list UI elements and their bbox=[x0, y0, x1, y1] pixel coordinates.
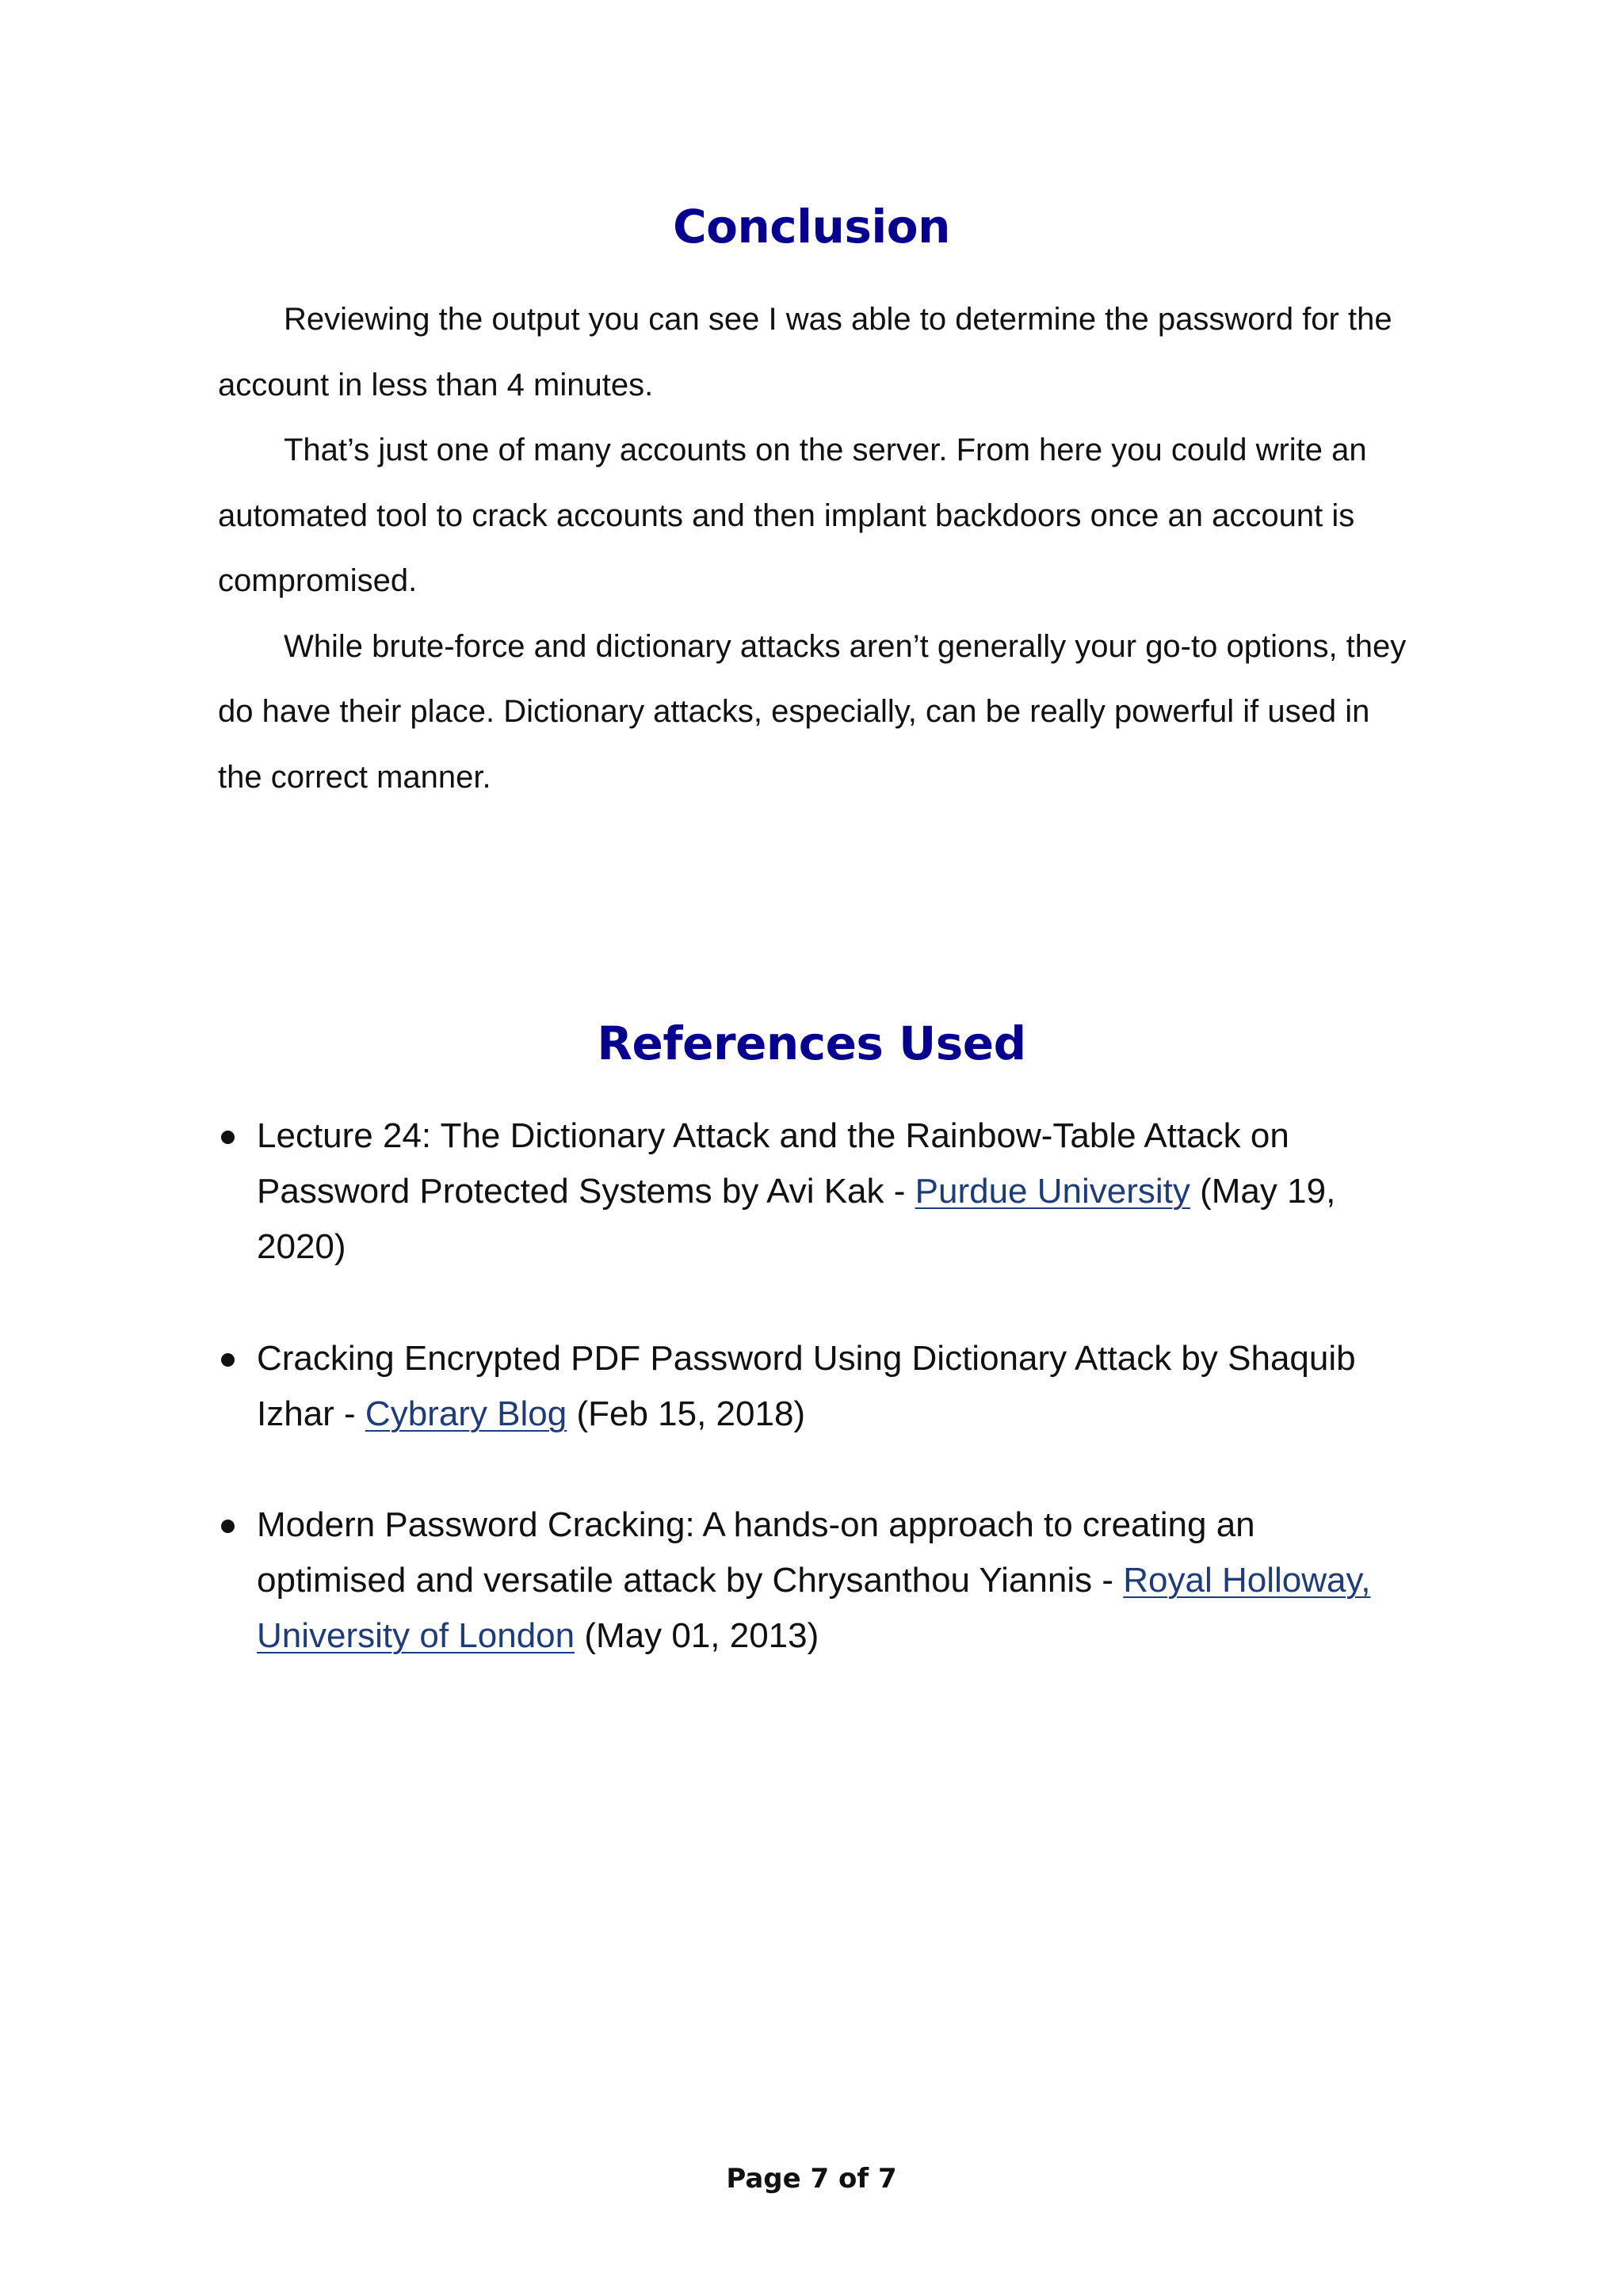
reference-date: (May 19, 2020) bbox=[257, 1172, 1336, 1266]
reference-item bbox=[218, 1331, 1407, 1442]
reference-item bbox=[218, 1497, 1407, 1664]
references-list bbox=[218, 1497, 1407, 1664]
reference-link-cybrary[interactable]: Cybrary Blog bbox=[365, 1394, 567, 1433]
reference-text: Modern Password Cracking: A hands-on approach to creating an optimised and versatile attack by Chrysanthou Yiannis - bbox=[257, 1505, 1255, 1600]
reference-link-purdue[interactable]: Purdue University bbox=[915, 1172, 1190, 1211]
conclusion-heading: Conclusion bbox=[673, 200, 950, 254]
conclusion-paragraph: Reviewing the output you can see I was able to determine the password for the account in less than 4 minutes. bbox=[218, 302, 1392, 402]
reference-text: Lecture 24: The Dictionary Attack and the Rainbow-Table Attack on Password Protected Systems by Avi Kak - bbox=[257, 1116, 1289, 1211]
conclusion-paragraph: While brute-force and dictionary attacks aren’t generally your go-to options, they do have their place. Dictionary attacks, especially, can be really powerful if used in the correct manner. bbox=[218, 628, 1407, 795]
bullet-icon bbox=[221, 1131, 235, 1144]
reference-date: (Feb 15, 2018) bbox=[567, 1394, 806, 1433]
conclusion-paragraph: That’s just one of many accounts on the server. From here you could write an automated tool to crack accounts and then implant backdoors once an account is compromised. bbox=[218, 433, 1367, 598]
bullet-icon bbox=[221, 1520, 235, 1533]
reference-link-royal-holloway[interactable]: Royal Holloway, University of London bbox=[257, 1561, 1371, 1655]
references-list bbox=[218, 1331, 1407, 1442]
references-list bbox=[218, 1108, 1407, 1275]
bullet-icon bbox=[221, 1353, 235, 1367]
reference-date: (May 01, 2013) bbox=[575, 1616, 819, 1655]
conclusion-body bbox=[218, 287, 1407, 810]
reference-item bbox=[218, 1108, 1407, 1275]
references-heading: References Used bbox=[597, 1016, 1026, 1070]
page-number: Page 7 of 7 bbox=[726, 2163, 897, 2195]
reference-text: Cracking Encrypted PDF Password Using Dictionary Attack by Shaquib Izhar - bbox=[257, 1339, 1356, 1433]
